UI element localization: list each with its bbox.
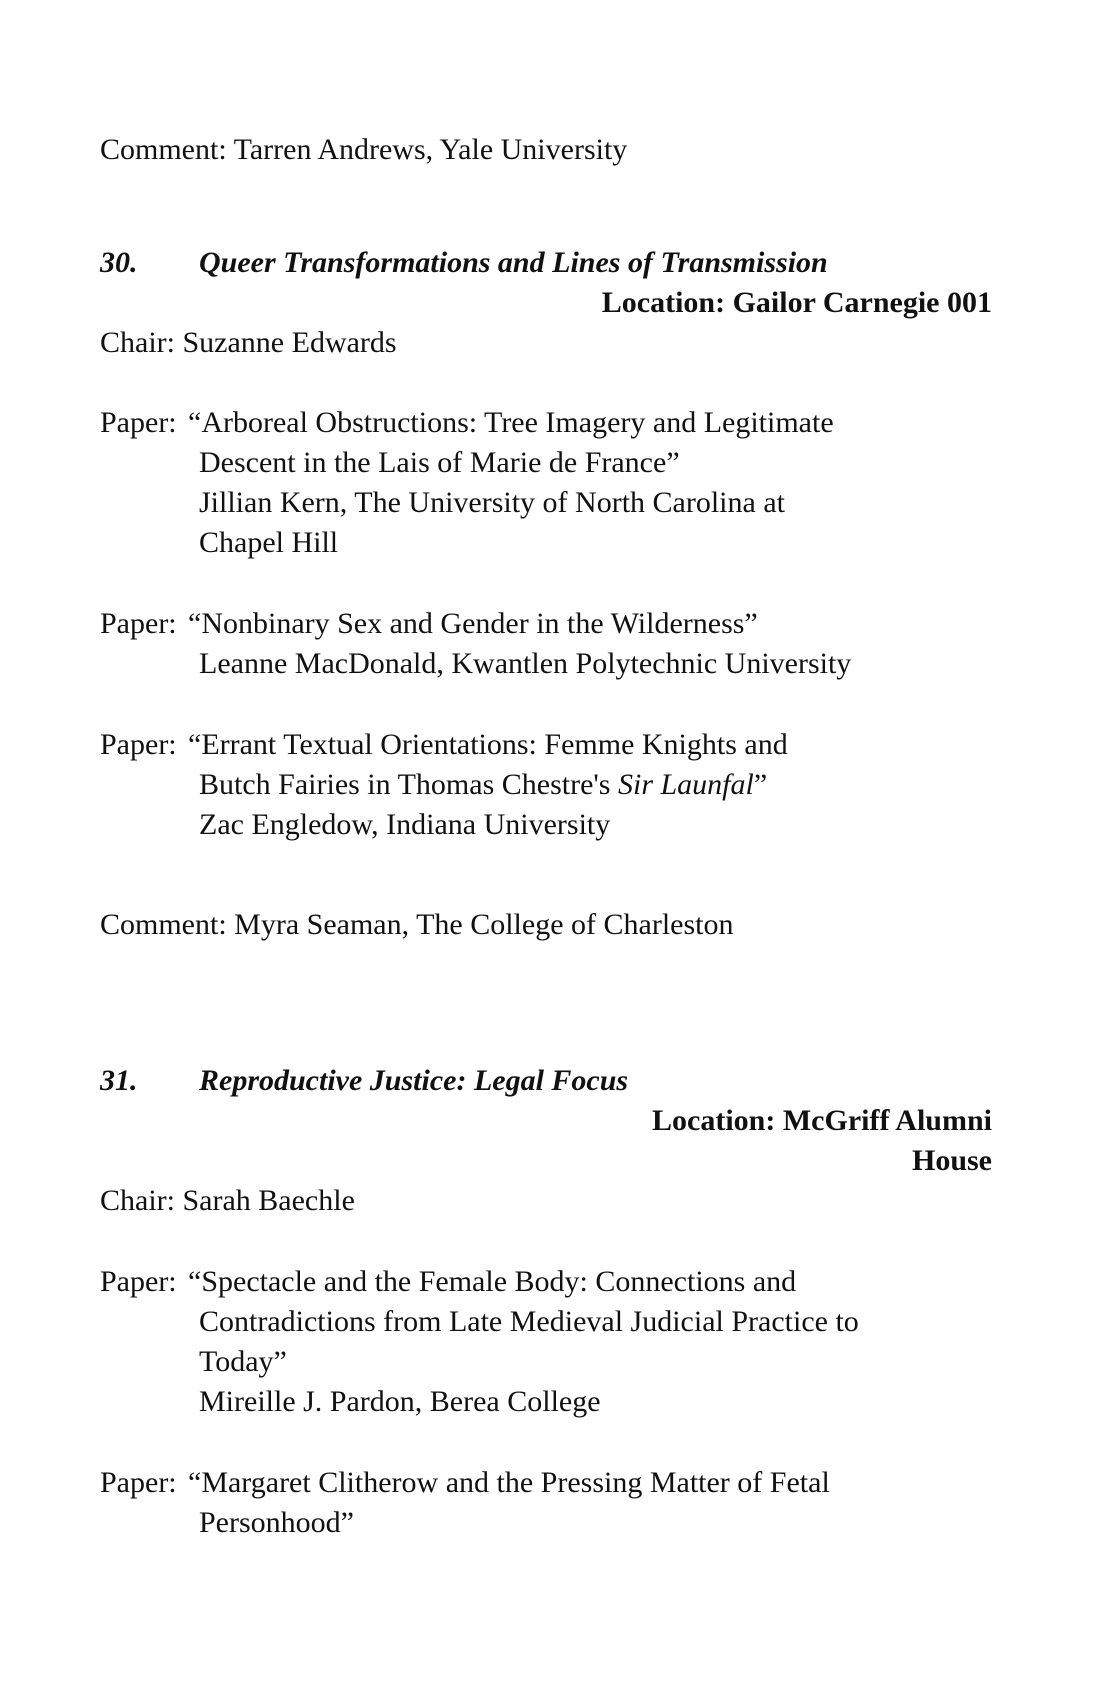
comment-text: Tarren Andrews, Yale University: [226, 133, 628, 166]
paper-title-line: Contradictions from Late Medieval Judicial Practice to: [199, 1305, 859, 1338]
paper-title-line: “Margaret Clitherow and the Pressing Matter of Fetal: [188, 1466, 830, 1499]
paper-author: Zac Engledow, Indiana University: [199, 808, 611, 841]
session-location: Location: Gailor Carnegie 001: [601, 286, 992, 319]
paper-label: Paper:: [100, 1466, 177, 1499]
paper-title-text: Butch Fairies in Thomas Chestre's: [199, 768, 618, 801]
paper-title-line: “Spectacle and the Female Body: Connections and: [188, 1265, 797, 1298]
paper-title-line: “Nonbinary Sex and Gender in the Wilderness”: [188, 607, 758, 640]
session-chair: Chair: Sarah Baechle: [100, 1184, 355, 1217]
paper-author: Leanne MacDonald, Kwantlen Polytechnic University: [199, 647, 852, 680]
session-title: Reproductive Justice: Legal Focus: [199, 1064, 629, 1097]
paper-title-line: “Arboreal Obstructions: Tree Imagery and Legitimate: [188, 406, 834, 439]
paper-title-line: Personhood”: [199, 1506, 354, 1539]
paper-author: Mireille J. Pardon, Berea College: [199, 1385, 601, 1418]
paper-title-closing-quote: ”: [753, 768, 768, 801]
paper-label: Paper:: [100, 406, 177, 439]
paper-label: Paper:: [100, 607, 177, 640]
paper-title-italic: Sir Launfal: [617, 768, 754, 801]
session-title: Queer Transformations and Lines of Transmission: [199, 246, 828, 279]
session-location: House: [911, 1144, 992, 1177]
comment-label: Comment:: [100, 133, 227, 166]
session-number: 31.: [100, 1064, 138, 1097]
session-number: 30.: [100, 246, 138, 279]
paper-author: Chapel Hill: [199, 526, 339, 559]
paper-title-line: Descent in the Lais of Marie de France”: [199, 446, 680, 479]
session-chair: Chair: Suzanne Edwards: [100, 326, 397, 359]
paper-author: Jillian Kern, The University of North Carolina at: [199, 486, 785, 519]
paper-label: Paper:: [100, 728, 177, 761]
paper-title-line: Today”: [199, 1345, 287, 1378]
session-location: Location: McGriff Alumni: [652, 1104, 992, 1137]
session-comment: Comment: Myra Seaman, The College of Charleston: [100, 908, 734, 941]
paper-title-line: [199, 765, 767, 805]
paper-title-line: “Errant Textual Orientations: Femme Knights and: [188, 728, 788, 761]
top-comment: [100, 130, 627, 170]
paper-label: Paper:: [100, 1265, 177, 1298]
